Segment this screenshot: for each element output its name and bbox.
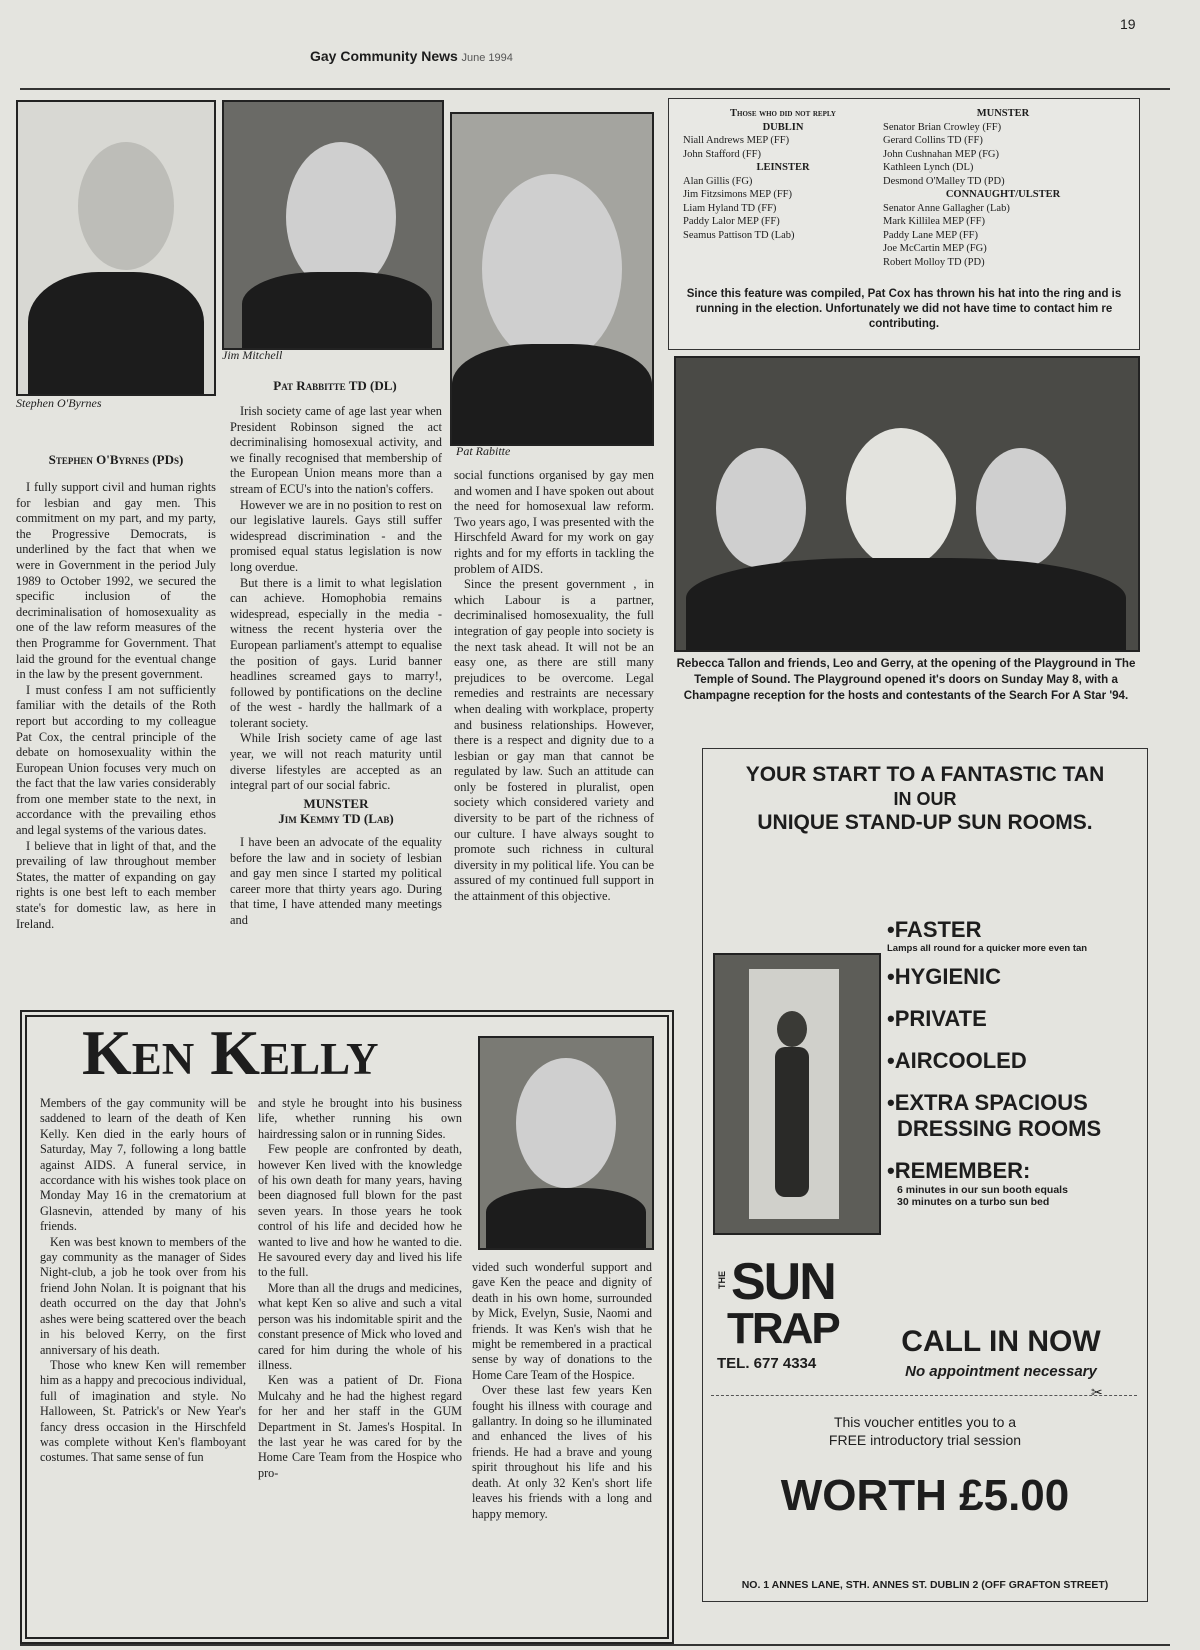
ken-kelly-box <box>20 1010 674 1644</box>
politician-name: Liam Hyland TD (FF) <box>683 202 777 214</box>
suntrap-logo <box>717 1253 867 1372</box>
scissors-icon: ✂ <box>1091 1386 1103 1401</box>
paragraph: Few people are confronted by death, however Ken lived with the knowledge of his own death for many years, having been diagnosed full blown for the past seven years. In those years he took control of his life and decided how he wanted to live and how he wanted to die. He savoured every day and lived his life to the full. <box>258 1142 462 1280</box>
politician-name: Joe McCartin MEP (FG) <box>883 243 987 254</box>
photo-jim-mitchell <box>222 100 444 350</box>
suntrap-ad <box>702 748 1148 1602</box>
logo-sun: SUN <box>731 1253 835 1311</box>
politician-name: Seamus Pattison TD (Lab) <box>683 229 795 241</box>
politician-name: Senator Brian Crowley (FF) <box>883 121 1002 133</box>
call-in-now: CALL IN NOW <box>901 1325 1101 1358</box>
no-reply-left-column <box>683 107 883 242</box>
region-heading: DUBLIN <box>762 121 804 133</box>
ad-headline-line: IN OUR <box>893 789 957 809</box>
phone-number: TEL. 677 4334 <box>717 1355 817 1372</box>
ad-benefits-list <box>887 917 1147 1208</box>
issue-date: June 1994 <box>461 52 513 64</box>
paragraph: But there is a limit to what legislation can achieve. Homophobia remains widespread, especially in the media - witness the recent hysteria over the European parliament's attempt to equalise the position of gays. Lurid banner headlines screamed gays to marry!, followed by pontifications on the decline of the west - hardly the hallmark of a tolerant society. <box>230 575 442 730</box>
logo-trap: TRAP <box>727 1304 839 1353</box>
paragraph: and style he brought into his business life, whether running his own hairdressing salon or in running Sides. <box>258 1096 462 1141</box>
logo-the: THE <box>717 1271 727 1289</box>
paragraph: While Irish society came of age last year, we will not reach maturity until diverse lifestyles are accepted as an integral part of our social fabric. <box>230 731 442 793</box>
photo-caption: Jim Mitchell <box>222 348 283 362</box>
paragraph: However we are in no position to rest on our legislative laurels. Gays still suffer widespread discrimination - and the promised equal status legislation is now long overdue. <box>230 497 442 574</box>
playground-caption: Rebecca Tallon and friends, Leo and Gerry, at the opening of the Playground in The Temple of Sound. The Playground opened it's doors on Sunday May 8, with a Champagne reception for the hosts and contestants of the Search For A Star '94. <box>676 657 1136 702</box>
article-rabbitte <box>230 404 442 929</box>
remember-detail: 6 minutes in our sun booth equals <box>897 1184 1068 1196</box>
politician-name: Senator Anne Gallagher (Lab) <box>883 202 1010 214</box>
ken-kelly-column-3 <box>472 1260 652 1522</box>
politician-name: Kathleen Lynch (DL) <box>883 162 974 173</box>
paragraph: vided such wonderful support and gave Ken the peace and dignity of death in his own home, surrounded by Mick, Evelyn, Susie, Naomi and friends. It was Ken's wish that he might be remembered in a practical sense by way of donations to the Home Care Team of the Hospice. <box>472 1260 652 1382</box>
paragraph: social functions organised by gay men and women and I have spoken out about the need for homosexual law reform. Two years ago, I was presented with the Hirschfeld Award for my work on gay rights and for my efforts in tackling the problem of AIDS. <box>454 468 654 576</box>
masthead <box>310 48 513 64</box>
publication-name: Gay Community News <box>310 48 458 64</box>
ken-kelly-column-1 <box>40 1096 246 1466</box>
paragraph: I fully support civil and human rights for lesbian and gay men. This commitment on my part, and my party, the Progressive Democrats, is underlined by the fact that when we were in Government in the period July 1989 to October 1992, we secured the specific inclusion of the decriminalisation of homosexuality as one of the law reform measures of the then Programme for Government. That laid the ground for the eventual change in the law by the present government. <box>16 480 216 682</box>
ad-address: NO. 1 ANNES LANE, STH. ANNES ST. DUBLIN 2 (OFF GRAFTON STREET) <box>741 1579 1109 1591</box>
politician-name: Mark Killilea MEP (FF) <box>883 216 985 227</box>
region-heading: CONNAUGHT/ULSTER <box>945 189 1061 200</box>
photo-playground-opening <box>674 356 1140 652</box>
photo-caption: Stephen O'Byrnes <box>16 396 102 410</box>
paragraph: Irish society came of age last year when President Robinson signed the act decriminalising homosexual activity, and we finally recognised that membership of the European Union means more than a stream of ECU's into the nation's coffers. <box>230 404 442 496</box>
benefit-faster-detail: Lamps all round for a quicker more even tan <box>887 943 1088 954</box>
paragraph: More than all the drugs and medicines, what kept Ken so alive and such a vital person was his indomitable spirit and the constant presence of Mick who loved and cared for him during the whole of his illness. <box>258 1280 462 1372</box>
voucher-worth: WORTH £5.00 <box>780 1471 1070 1520</box>
no-reply-right-column <box>883 107 1123 269</box>
voucher-cut-line <box>711 1395 1137 1396</box>
paragraph: I must confess I am not sufficiently familiar with the details of the Roth report but according to my colleague Pat Cox, the central principle of the debate on homosexuality within the European Union focuses very much on the fact that the law varies considerably from one member state to the next, in accordance with the prevailing ethos and legal systems of the various dates. <box>16 682 216 838</box>
photo-pat-rabitte <box>450 112 654 446</box>
paragraph: Ken was best known to members of the gay community as the manager of Sides Night-club, a job he took over from his friend John Nolan. It is poignant that his death occurred on the day that John's ashes were being scattered over the beach in his beloved Kerry, on the first anniversary of his death. <box>40 1234 246 1357</box>
paragraph: Since the present government , in which Labour is a partner, decriminalised homosexuality, the full integration of gay people into society is the next task ahead. It will not be an easy one, as there are still many prejudices to be overcome. Legal remedies and restraints are necessary when dealing with workplace, property and business relationships. However, there is a respect and dignity due to a lesbian or gay man that cannot be regulated by law. Such an attitude can only be fostered in pluralist, open society which considered variety and diversity to be part of the richness of our culture. I have always sought to promote such richness in cultural diversity in my political life. You can be assured of my continued full support in the attainment of this objective. <box>454 577 654 904</box>
benefit-hygienic: •HYGIENIC <box>887 964 1002 989</box>
pat-cox-note: Since this feature was compiled, Pat Cox has thrown his hat into the ring and is running in the election. Unfortunately we did not have time to contact him re contributing. <box>686 288 1122 330</box>
remember-detail: 30 minutes on a turbo sun bed <box>897 1196 1050 1208</box>
region-heading: MUNSTER <box>976 108 1030 119</box>
politician-name: John Cushnahan MEP (FG) <box>883 148 999 160</box>
ad-headline-line: YOUR START TO A FANTASTIC TAN <box>745 763 1105 786</box>
benefit-dressing-rooms: •EXTRA SPACIOUS <box>887 1090 1088 1115</box>
no-reply-title: Those who did not reply <box>730 108 836 119</box>
top-rule <box>20 88 1170 90</box>
voucher-line: FREE introductory trial session <box>828 1432 1022 1448</box>
article-heading: Jim Kemmy TD (Lab) <box>278 811 394 827</box>
article-kemmy-continued <box>454 468 654 905</box>
politician-name: Paddy Lane MEP (FF) <box>883 229 978 241</box>
ad-headline-line: UNIQUE STAND-UP SUN ROOMS. <box>757 811 1093 834</box>
paragraph: I believe that in light of that, and the prevailing of law throughout member States, the matter of expanding on gay rights is one best left to each member state's for domestic law, as here in Ireland. <box>16 838 216 931</box>
ad-headline <box>703 763 1147 835</box>
politician-name: Robert Molloy TD (PD) <box>883 256 985 268</box>
voucher-text <box>703 1413 1147 1449</box>
article-obyrnes <box>16 480 216 932</box>
no-reply-box <box>668 98 1140 350</box>
politician-name: John Stafford (FF) <box>683 148 761 160</box>
benefit-aircooled: •AIRCOOLED <box>887 1048 1027 1073</box>
photo-sunbooth-model <box>713 953 881 1235</box>
politician-name: Paddy Lalor MEP (FF) <box>683 216 780 227</box>
benefit-private: •PRIVATE <box>887 1006 987 1031</box>
bottom-rule <box>20 1644 1170 1646</box>
paragraph: Over these last few years Ken fought his illness with courage and gallantry. In doing so he illuminated and enhanced the lives of his friends. He had a brave and young spirit throughout his life and his death. At only 32 Ken's short life leaves his friends with a long and happy memory. <box>472 1383 652 1521</box>
paragraph: Members of the gay community will be saddened to learn of the death of Ken Kelly. Ken died in the early hours of Saturday, May 7, following a long battle against AIDS. A funeral service, in accordance with his wishes took place on Monday May 16 in the crematorium at Glasnevin, attended by many of his friends. <box>40 1096 246 1234</box>
paragraph: I have been an advocate of the equality before the law and in society of lesbian and gay men since I started my political career more that thirty years ago. During that time, I have attended many meetings and <box>230 835 442 927</box>
politician-name: Desmond O'Malley TD (PD) <box>883 175 1005 187</box>
voucher-line: This voucher entitles you to a <box>833 1414 1017 1430</box>
article-heading: Stephen O'Byrnes (PDs) <box>48 452 184 467</box>
benefit-faster: •FASTER <box>887 917 982 942</box>
region-heading: LEINSTER <box>756 162 810 173</box>
benefit-remember: •REMEMBER: <box>887 1158 1031 1183</box>
photo-ken-kelly <box>478 1036 654 1250</box>
ken-kelly-column-2 <box>258 1096 462 1481</box>
paragraph: Ken was a patient of Dr. Fiona Mulcahy and he had the highest regard for her and her staff in the GUM Department in St. James's Hospital. In the last year he was cared for by the Home Care Team from the Hospice who pro- <box>258 1373 462 1480</box>
benefit-dressing-rooms-2: DRESSING ROOMS <box>897 1116 1102 1141</box>
photo-caption: Pat Rabitte <box>456 444 511 458</box>
politician-name: Jim Fitzsimons MEP (FF) <box>683 189 793 200</box>
paragraph: Those who knew Ken will remember him as a happy and precocious individual, full of imagination and style. No Halloween, St. Patrick's or New Year's fancy dress occasion in the Hirschfeld was complete without Ken's flamboyant costumes. That same sense of fun <box>40 1357 246 1465</box>
no-appointment: No appointment necessary <box>905 1363 1097 1380</box>
photo-stephen-obyrnes <box>16 100 216 396</box>
politician-name: Niall Andrews MEP (FF) <box>683 135 790 146</box>
ken-kelly-title: Ken Kelly <box>82 1017 379 1088</box>
politician-name: Gerard Collins TD (FF) <box>883 135 983 146</box>
region-heading: MUNSTER <box>303 795 369 811</box>
politician-name: Alan Gillis (FG) <box>683 175 753 187</box>
article-heading: Pat Rabbitte TD (DL) <box>273 378 397 393</box>
page-number: 19 <box>1120 16 1136 32</box>
